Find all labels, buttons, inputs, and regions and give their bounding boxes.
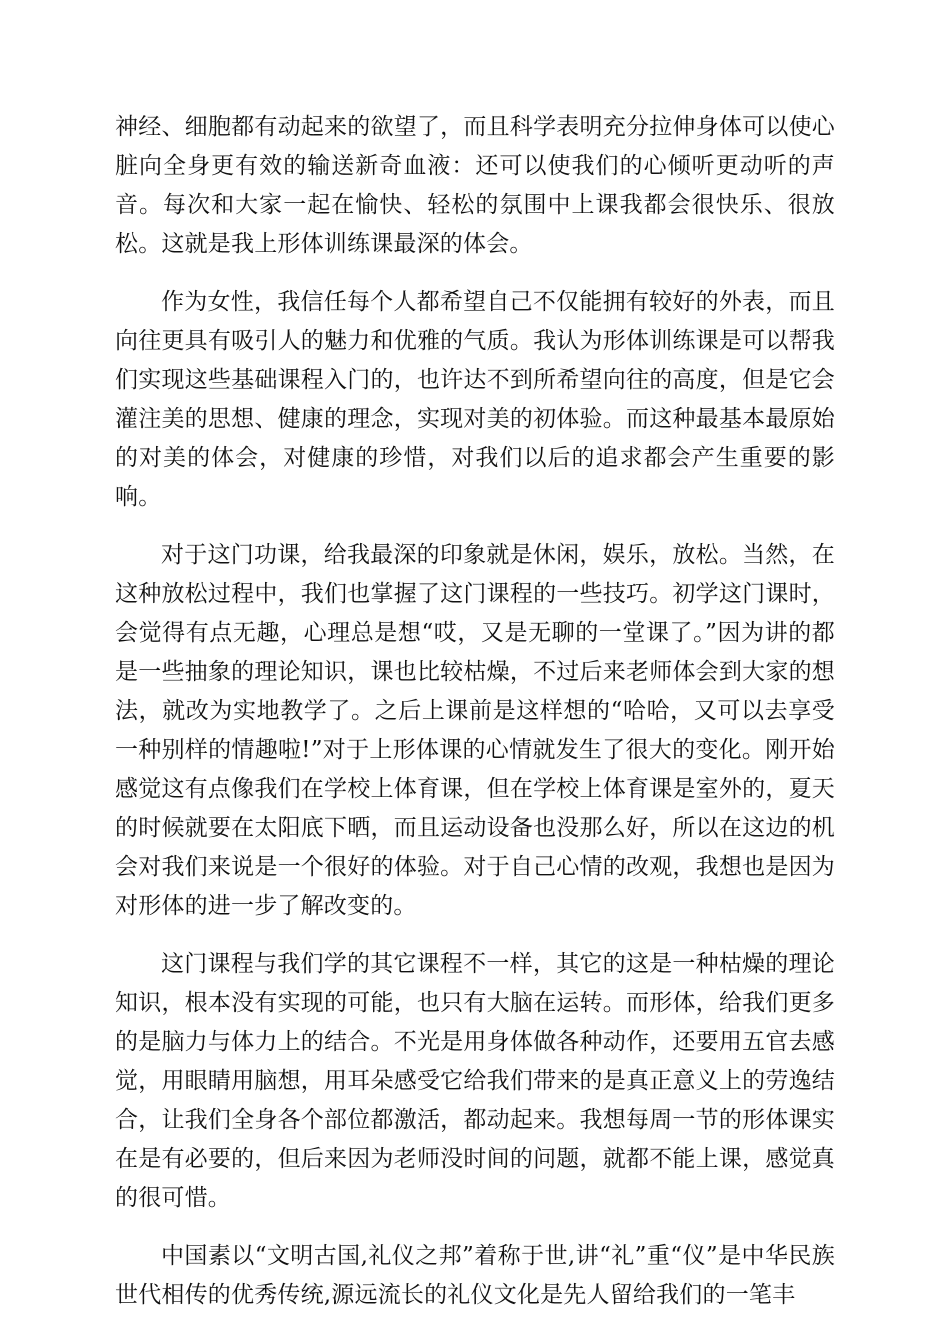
paragraph-5: 中国素以“文明古国,礼仪之邦”着称于世,讲“礼”重“仪”是中华民族世代相传的优秀传统,源远流长的礼仪文化是先人留给我们的一笔丰 (115, 1243, 835, 1308)
paragraph-2: 作为女性，我信任每个人都希望自己不仅能拥有较好的外表，而且向往更具有吸引人的魅力和优雅的气质。我认为形体训练课是可以帮我们实现这些基础课程入门的，也许达不到所希望向往的高度，但是它会灌注美的思想、健康的理念，实现对美的初体验。而这种最基本最原始的对美的体会，对健康的珍惜，对我们以后的追求都会产生重要的影响。 (115, 289, 835, 510)
paragraph-1: 神经、细胞都有动起来的欲望了，而且科学表明充分拉伸身体可以使心脏向全身更有效的输送新奇血液：还可以使我们的心倾听更动听的声音。每次和大家一起在愉快、轻松的氛围中上课我都会很快乐、很放松。这就是我上形体训练课最深的体会。 (115, 114, 835, 257)
paragraph-4: 这门课程与我们学的其它课程不一样，其它的这是一种枯燥的理论知识，根本没有实现的可能，也只有大脑在运转。而形体，给我们更多的是脑力与体力上的结合。不光是用身体做各种动作，还要用五官去感觉，用眼睛用脑想，用耳朵感受它给我们带来的是真正意义上的劳逸结合，让我们全身各个部位都激活，都动起来。我想每周一节的形体课实在是有必要的，但后来因为老师没时间的问题，就都不能上课，感觉真的很可惜。 (115, 951, 835, 1211)
paragraph-3: 对于这门功课，给我最深的印象就是休闲，娱乐，放松。当然，在这种放松过程中，我们也掌握了这门课程的一些技巧。初学这门课时，会觉得有点无趣，心理总是想“哎，又是无聊的一堂课了。”因为讲的都是一些抽象的理论知识，课也比较枯燥，不过后来老师体会到大家的想法，就改为实地教学了。之后上课前是这样想的“哈哈，又可以去享受一种别样的情趣啦!”对于上形体课的心情就发生了很大的变化。刚开始感觉这有点像我们在学校上体育课，但在学校上体育课是室外的，夏天的时候就要在太阳底下晒，而且运动设备也没那么好，所以在这边的机会对我们来说是一个很好的体验。对于自己心情的改观，我想也是因为对形体的进一步了解改变的。 (115, 542, 835, 919)
document-page (115, 108, 835, 1334)
